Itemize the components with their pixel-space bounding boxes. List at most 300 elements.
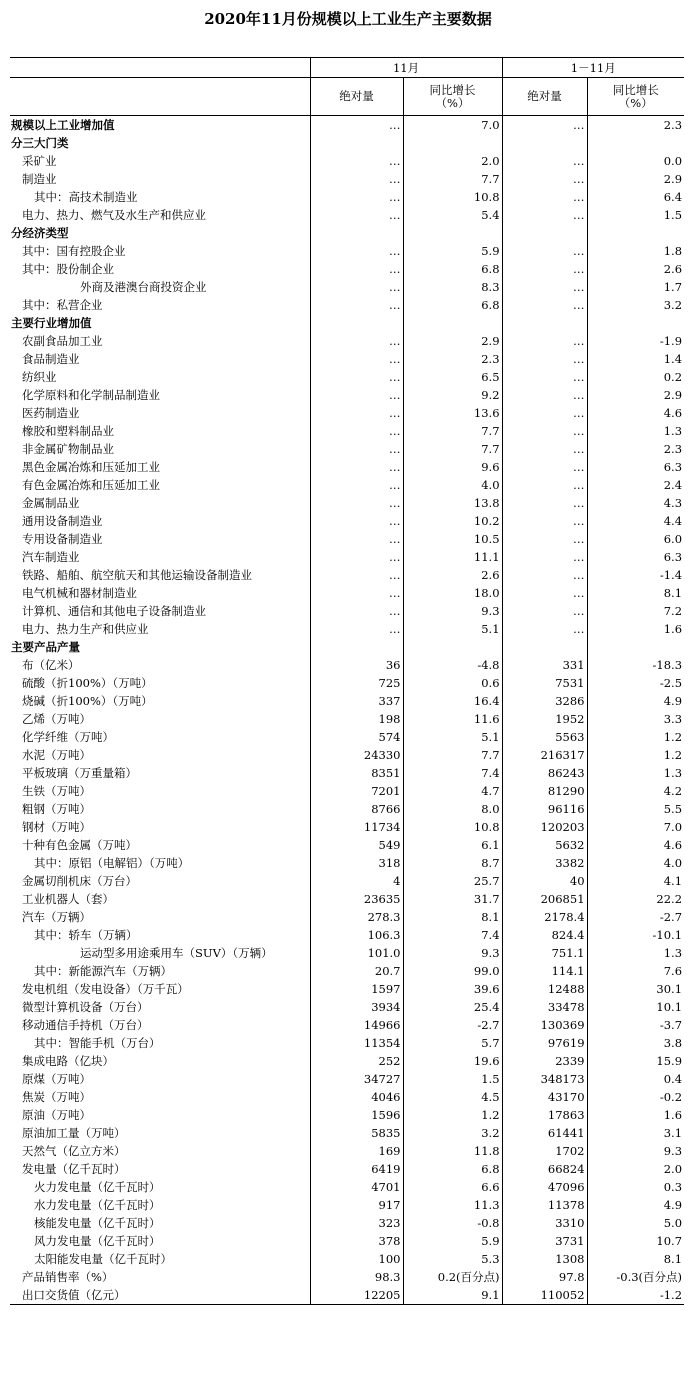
value-month-growth: 9.3 <box>403 944 502 962</box>
value-cumulative-growth <box>587 134 684 152</box>
row-label: 产品销售率（%） <box>22 1270 114 1284</box>
row-label: 工业机器人（套） <box>22 892 114 906</box>
value-cumulative-growth: 1.2 <box>587 746 684 764</box>
table-row <box>10 764 684 782</box>
value-month-abs: 98.3 <box>310 1268 403 1286</box>
value-month-abs: 252 <box>310 1052 403 1070</box>
value-cumulative-growth: 4.9 <box>587 1196 684 1214</box>
value-cumulative-abs: … <box>502 368 587 386</box>
value-month-growth: 0.6 <box>403 674 502 692</box>
value-cumulative-abs: … <box>502 386 587 404</box>
table-row <box>10 206 684 224</box>
value-cumulative-growth: 4.0 <box>587 854 684 872</box>
value-month-growth: 1.2 <box>403 1106 502 1124</box>
value-cumulative-abs: … <box>502 206 587 224</box>
value-month-abs: 7201 <box>310 782 403 800</box>
value-cumulative-abs: … <box>502 494 587 512</box>
value-month-abs <box>310 638 403 656</box>
value-cumulative-growth: 5.0 <box>587 1214 684 1232</box>
value-month-abs: 8351 <box>310 764 403 782</box>
value-month-abs: 24330 <box>310 746 403 764</box>
value-cumulative-abs: 3382 <box>502 854 587 872</box>
value-cumulative-growth: 2.3 <box>587 116 684 135</box>
header-growth-label: 同比增长 <box>612 82 659 97</box>
value-month-abs: 318 <box>310 854 403 872</box>
value-month-growth: 7.7 <box>403 746 502 764</box>
value-cumulative-growth: 1.3 <box>587 944 684 962</box>
value-cumulative-growth: 1.7 <box>587 278 684 296</box>
row-label: 原油加工量（万吨） <box>22 1126 126 1140</box>
value-month-growth: 8.1 <box>403 908 502 926</box>
row-label: 平板玻璃（万重量箱） <box>22 766 137 780</box>
value-cumulative-growth <box>587 224 684 242</box>
header-label-cell <box>10 78 310 116</box>
value-cumulative-growth: 1.5 <box>587 206 684 224</box>
value-cumulative-growth: 1.6 <box>587 620 684 638</box>
table-row <box>10 962 684 980</box>
row-label: 其中：高技术制造业 <box>34 190 138 204</box>
value-cumulative-growth: 7.2 <box>587 602 684 620</box>
header-growth-label: 同比增长 <box>429 82 476 97</box>
row-label: 有色金属冶炼和压延加工业 <box>22 478 160 492</box>
value-month-abs: 3934 <box>310 998 403 1016</box>
value-month-growth: 8.7 <box>403 854 502 872</box>
table-row <box>10 530 684 548</box>
header-growth-cumulative <box>587 78 684 116</box>
row-label: 采矿业 <box>22 154 57 168</box>
value-cumulative-abs: 12488 <box>502 980 587 998</box>
header-growth-unit: （%） <box>618 95 653 110</box>
table-row <box>10 1286 684 1305</box>
value-month-abs: … <box>310 152 403 170</box>
table-row <box>10 422 684 440</box>
table-row <box>10 1142 684 1160</box>
value-cumulative-growth: 1.6 <box>587 1106 684 1124</box>
value-cumulative-abs: … <box>502 404 587 422</box>
table-row <box>10 512 684 530</box>
value-cumulative-growth: 1.8 <box>587 242 684 260</box>
row-label: 运动型多用途乘用车（SUV）（万辆） <box>80 946 273 960</box>
row-label: 其中：国有控股企业 <box>22 244 126 258</box>
value-cumulative-growth: 4.3 <box>587 494 684 512</box>
value-month-growth: 7.4 <box>403 764 502 782</box>
value-cumulative-abs: … <box>502 350 587 368</box>
value-month-growth: 7.7 <box>403 440 502 458</box>
table-row <box>10 746 684 764</box>
value-cumulative-growth: 5.5 <box>587 800 684 818</box>
value-month-growth: 1.5 <box>403 1070 502 1088</box>
value-month-abs: 101.0 <box>310 944 403 962</box>
value-month-abs: 8766 <box>310 800 403 818</box>
value-cumulative-growth: 0.3 <box>587 1178 684 1196</box>
value-cumulative-growth: 2.6 <box>587 260 684 278</box>
row-label: 微型计算机设备（万台） <box>22 1000 149 1014</box>
row-label: 生铁（万吨） <box>22 784 91 798</box>
row-label: 制造业 <box>22 172 57 186</box>
value-month-abs: 4701 <box>310 1178 403 1196</box>
value-cumulative-growth: 4.9 <box>587 692 684 710</box>
table-row <box>10 440 684 458</box>
value-cumulative-growth: 8.1 <box>587 584 684 602</box>
value-month-abs: … <box>310 188 403 206</box>
value-cumulative-growth: 22.2 <box>587 890 684 908</box>
value-cumulative-abs: 1952 <box>502 710 587 728</box>
row-label: 核能发电量（亿千瓦时） <box>34 1216 161 1230</box>
value-cumulative-abs: 86243 <box>502 764 587 782</box>
table-row <box>10 242 684 260</box>
row-label: 电力、热力、燃气及水生产和供应业 <box>22 208 206 222</box>
row-label: 水泥（万吨） <box>22 748 91 762</box>
value-month-growth <box>403 638 502 656</box>
value-month-growth: 18.0 <box>403 584 502 602</box>
row-label: 其中：新能源汽车（万辆） <box>34 964 172 978</box>
table-row <box>10 1160 684 1178</box>
value-cumulative-growth: -1.9 <box>587 332 684 350</box>
value-month-growth: 10.8 <box>403 188 502 206</box>
table-row <box>10 1106 684 1124</box>
value-month-growth: 8.0 <box>403 800 502 818</box>
value-cumulative-abs: … <box>502 512 587 530</box>
value-month-growth: 11.8 <box>403 1142 502 1160</box>
row-label: 烧碱（折100%）（万吨） <box>22 694 153 708</box>
value-cumulative-abs: … <box>502 530 587 548</box>
value-cumulative-abs: … <box>502 152 587 170</box>
section-row <box>10 638 684 656</box>
value-cumulative-abs: 3286 <box>502 692 587 710</box>
value-cumulative-growth: 0.4 <box>587 1070 684 1088</box>
table-row <box>10 1070 684 1088</box>
value-cumulative-abs: 130369 <box>502 1016 587 1034</box>
value-month-abs: 11354 <box>310 1034 403 1052</box>
table-row <box>10 548 684 566</box>
value-cumulative-growth: 3.3 <box>587 710 684 728</box>
row-label: 原煤（万吨） <box>22 1072 91 1086</box>
value-month-abs: … <box>310 494 403 512</box>
row-label: 汽车制造业 <box>22 550 80 564</box>
row-label: 汽车（万辆） <box>22 910 91 924</box>
table-row <box>10 566 684 584</box>
table-row <box>10 1214 684 1232</box>
value-cumulative-abs: 1702 <box>502 1142 587 1160</box>
value-month-growth: 19.6 <box>403 1052 502 1070</box>
value-cumulative-abs: 331 <box>502 656 587 674</box>
table-row <box>10 1016 684 1034</box>
row-label: 移动通信手持机（万台） <box>22 1018 149 1032</box>
value-month-abs: 100 <box>310 1250 403 1268</box>
value-cumulative-growth: 4.1 <box>587 872 684 890</box>
row-label: 风力发电量（亿千瓦时） <box>34 1234 161 1248</box>
value-cumulative-abs <box>502 314 587 332</box>
row-label: 其中：私营企业 <box>22 298 103 312</box>
table-row <box>10 1088 684 1106</box>
value-cumulative-growth: 10.7 <box>587 1232 684 1250</box>
value-month-growth: -2.7 <box>403 1016 502 1034</box>
row-label: 化学纤维（万吨） <box>22 730 114 744</box>
value-cumulative-abs: 216317 <box>502 746 587 764</box>
value-cumulative-growth: 7.6 <box>587 962 684 980</box>
table-row <box>10 584 684 602</box>
value-cumulative-abs <box>502 638 587 656</box>
value-cumulative-growth: 4.4 <box>587 512 684 530</box>
value-month-growth: 6.8 <box>403 260 502 278</box>
row-label: 其中：智能手机（万台） <box>34 1036 161 1050</box>
table-row <box>10 494 684 512</box>
value-cumulative-growth: 6.3 <box>587 458 684 476</box>
row-label: 橡胶和塑料制品业 <box>22 424 114 438</box>
value-cumulative-abs: … <box>502 260 587 278</box>
document-title: 2020年11月份规模以上工业生产主要数据 <box>204 10 492 28</box>
row-label: 水力发电量（亿千瓦时） <box>34 1198 161 1212</box>
value-cumulative-abs: 1308 <box>502 1250 587 1268</box>
value-cumulative-abs: 97.8 <box>502 1268 587 1286</box>
row-label: 钢材（万吨） <box>22 820 91 834</box>
row-label: 农副食品加工业 <box>22 334 103 348</box>
value-month-abs: 198 <box>310 710 403 728</box>
value-cumulative-growth: 4.6 <box>587 404 684 422</box>
value-month-growth <box>403 224 502 242</box>
table-row <box>10 152 684 170</box>
value-cumulative-growth: 10.1 <box>587 998 684 1016</box>
value-month-abs: … <box>310 386 403 404</box>
table-row <box>10 800 684 818</box>
row-label: 食品制造业 <box>22 352 80 366</box>
value-cumulative-growth: 2.3 <box>587 440 684 458</box>
value-cumulative-growth: 3.1 <box>587 1124 684 1142</box>
value-cumulative-growth: 1.2 <box>587 728 684 746</box>
value-month-abs: … <box>310 530 403 548</box>
value-month-growth: 8.3 <box>403 278 502 296</box>
table-row <box>10 620 684 638</box>
value-cumulative-abs: 47096 <box>502 1178 587 1196</box>
table-row <box>10 710 684 728</box>
value-month-growth: 5.4 <box>403 206 502 224</box>
table-header <box>10 58 684 116</box>
value-month-growth: 4.5 <box>403 1088 502 1106</box>
table-row <box>10 818 684 836</box>
value-cumulative-growth: -0.3(百分点) <box>587 1268 684 1286</box>
table-row <box>10 998 684 1016</box>
section-label: 规模以上工业增加值 <box>11 118 115 132</box>
table-row <box>10 1268 684 1286</box>
table-row <box>10 332 684 350</box>
value-month-growth: 2.3 <box>403 350 502 368</box>
value-month-growth: 25.4 <box>403 998 502 1016</box>
table-row <box>10 1034 684 1052</box>
value-cumulative-growth: 8.1 <box>587 1250 684 1268</box>
value-cumulative-abs: 7531 <box>502 674 587 692</box>
table-row <box>10 890 684 908</box>
value-month-growth: 10.2 <box>403 512 502 530</box>
row-label: 非金属矿物制品业 <box>22 442 114 456</box>
value-month-growth: 13.6 <box>403 404 502 422</box>
section-row <box>10 116 684 135</box>
value-cumulative-abs: … <box>502 620 587 638</box>
value-month-growth: 11.3 <box>403 1196 502 1214</box>
row-label: 铁路、船舶、航空航天和其他运输设备制造业 <box>22 568 252 582</box>
table-row <box>10 872 684 890</box>
table-row <box>10 296 684 314</box>
table-row <box>10 782 684 800</box>
value-month-abs: … <box>310 584 403 602</box>
value-month-abs: … <box>310 476 403 494</box>
value-month-abs: … <box>310 350 403 368</box>
value-month-abs: 378 <box>310 1232 403 1250</box>
table-row <box>10 260 684 278</box>
header-growth-month <box>403 78 502 116</box>
value-cumulative-growth: 4.2 <box>587 782 684 800</box>
value-cumulative-abs: … <box>502 440 587 458</box>
value-cumulative-abs: … <box>502 548 587 566</box>
value-month-abs: 278.3 <box>310 908 403 926</box>
value-month-growth: 6.1 <box>403 836 502 854</box>
value-month-abs: … <box>310 548 403 566</box>
value-cumulative-growth: -10.1 <box>587 926 684 944</box>
value-month-growth: 11.1 <box>403 548 502 566</box>
value-cumulative-growth: 2.0 <box>587 1160 684 1178</box>
value-cumulative-abs: … <box>502 188 587 206</box>
value-month-abs: 34727 <box>310 1070 403 1088</box>
value-month-abs <box>310 314 403 332</box>
row-label: 集成电路（亿块） <box>22 1054 114 1068</box>
value-month-growth: 16.4 <box>403 692 502 710</box>
value-month-abs: 1597 <box>310 980 403 998</box>
value-month-growth: 10.8 <box>403 818 502 836</box>
value-month-abs: 337 <box>310 692 403 710</box>
table-row <box>10 854 684 872</box>
value-cumulative-abs: 2178.4 <box>502 908 587 926</box>
value-month-growth: 6.5 <box>403 368 502 386</box>
value-cumulative-growth: 1.3 <box>587 422 684 440</box>
value-month-abs: … <box>310 602 403 620</box>
row-label: 金属切削机床（万台） <box>22 874 137 888</box>
value-cumulative-abs: … <box>502 332 587 350</box>
value-cumulative-growth: 30.1 <box>587 980 684 998</box>
value-month-abs: … <box>310 296 403 314</box>
row-label: 发电机组（发电设备）（万千瓦） <box>22 982 189 996</box>
value-month-abs: … <box>310 368 403 386</box>
value-month-abs: 169 <box>310 1142 403 1160</box>
table-row <box>10 404 684 422</box>
table-row <box>10 1196 684 1214</box>
row-label: 其中：股份制企业 <box>22 262 114 276</box>
section-row <box>10 134 684 152</box>
value-cumulative-growth: -3.7 <box>587 1016 684 1034</box>
table-row <box>10 602 684 620</box>
value-cumulative-abs: 5563 <box>502 728 587 746</box>
value-month-abs: … <box>310 278 403 296</box>
header-period-month: 11月 <box>310 58 502 78</box>
value-cumulative-abs: … <box>502 278 587 296</box>
value-month-abs <box>310 224 403 242</box>
value-month-abs: 4046 <box>310 1088 403 1106</box>
row-label: 化学原料和化学制品制造业 <box>22 388 160 402</box>
section-row <box>10 224 684 242</box>
value-cumulative-abs: 3310 <box>502 1214 587 1232</box>
row-label: 其中：原铝（电解铝）（万吨） <box>34 856 190 870</box>
value-month-abs: 36 <box>310 656 403 674</box>
value-cumulative-abs: 96116 <box>502 800 587 818</box>
value-cumulative-abs: 2339 <box>502 1052 587 1070</box>
value-month-growth: 3.2 <box>403 1124 502 1142</box>
value-cumulative-growth: 3.8 <box>587 1034 684 1052</box>
table-row <box>10 926 684 944</box>
value-cumulative-growth: 2.9 <box>587 386 684 404</box>
value-month-abs: … <box>310 404 403 422</box>
table-row <box>10 476 684 494</box>
value-month-abs: 14966 <box>310 1016 403 1034</box>
value-month-growth: 9.6 <box>403 458 502 476</box>
value-cumulative-abs: 110052 <box>502 1286 587 1305</box>
value-month-growth: 25.7 <box>403 872 502 890</box>
header-growth-unit: （%） <box>435 95 470 110</box>
value-cumulative-growth: 1.4 <box>587 350 684 368</box>
value-cumulative-abs: … <box>502 602 587 620</box>
value-month-growth: 9.3 <box>403 602 502 620</box>
value-cumulative-growth: 0.2 <box>587 368 684 386</box>
value-month-growth: 2.6 <box>403 566 502 584</box>
header-abs-month: 绝对量 <box>310 78 403 116</box>
value-month-growth: 0.2(百分点) <box>403 1268 502 1286</box>
header-period-cumulative: 1－11月 <box>502 58 684 78</box>
value-cumulative-growth: 2.9 <box>587 170 684 188</box>
value-month-growth: 9.1 <box>403 1286 502 1305</box>
table-row <box>10 980 684 998</box>
value-month-growth: 5.7 <box>403 1034 502 1052</box>
table-row <box>10 944 684 962</box>
row-label: 粗钢（万吨） <box>22 802 91 816</box>
section-label: 主要产品产量 <box>11 640 80 654</box>
value-cumulative-growth: 6.3 <box>587 548 684 566</box>
row-label: 天然气（亿立方米） <box>22 1144 126 1158</box>
value-month-abs: 23635 <box>310 890 403 908</box>
row-label: 硫酸（折100%）（万吨） <box>22 676 153 690</box>
row-label: 通用设备制造业 <box>22 514 103 528</box>
row-label: 十种有色金属（万吨） <box>22 838 137 852</box>
value-month-growth: 11.6 <box>403 710 502 728</box>
value-month-abs: … <box>310 566 403 584</box>
value-month-growth: 10.5 <box>403 530 502 548</box>
value-month-growth: 9.2 <box>403 386 502 404</box>
table-row <box>10 170 684 188</box>
value-month-growth: 39.6 <box>403 980 502 998</box>
value-cumulative-growth: 7.0 <box>587 818 684 836</box>
value-cumulative-growth: 15.9 <box>587 1052 684 1070</box>
value-month-growth: 5.9 <box>403 1232 502 1250</box>
value-cumulative-growth: -1.4 <box>587 566 684 584</box>
value-month-growth: 13.8 <box>403 494 502 512</box>
row-label: 专用设备制造业 <box>22 532 103 546</box>
value-cumulative-growth: 2.4 <box>587 476 684 494</box>
table-row <box>10 1232 684 1250</box>
value-month-abs: 917 <box>310 1196 403 1214</box>
value-cumulative-abs: 61441 <box>502 1124 587 1142</box>
value-cumulative-abs: 824.4 <box>502 926 587 944</box>
value-month-growth: 7.4 <box>403 926 502 944</box>
table-row <box>10 1178 684 1196</box>
value-month-growth: 5.1 <box>403 620 502 638</box>
row-label: 电力、热力生产和供应业 <box>22 622 149 636</box>
value-cumulative-abs: 5632 <box>502 836 587 854</box>
value-month-abs: 20.7 <box>310 962 403 980</box>
value-cumulative-abs: 81290 <box>502 782 587 800</box>
row-label: 火力发电量（亿千瓦时） <box>34 1180 161 1194</box>
table-row <box>10 1052 684 1070</box>
row-label: 太阳能发电量（亿千瓦时） <box>34 1252 172 1266</box>
value-cumulative-abs: 40 <box>502 872 587 890</box>
value-month-growth: 7.0 <box>403 116 502 135</box>
value-cumulative-abs <box>502 134 587 152</box>
value-cumulative-growth: 4.6 <box>587 836 684 854</box>
